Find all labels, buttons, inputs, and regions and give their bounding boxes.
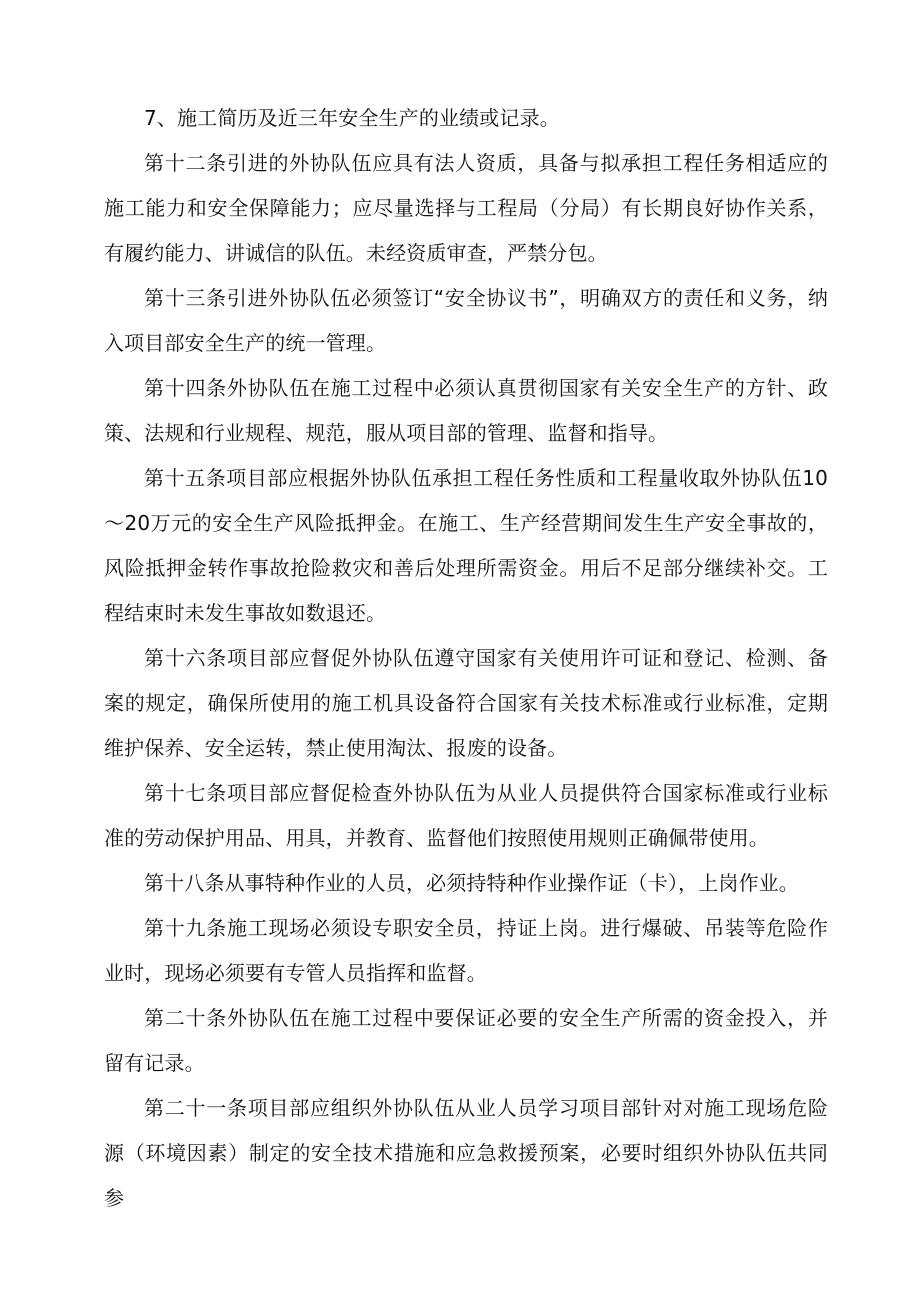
paragraph-article-17: 第十七条项目部应督促检查外协队伍为从业人员提供符合国家标准或行业标准的劳动保护用品、用具，并教育、监督他们按照使用规则正确佩带使用。	[104, 781, 828, 850]
paragraph-item-7: 7、施工简历及近三年安全生产的业绩或记录。	[144, 106, 560, 130]
paragraph-article-12: 第十二条引进的外协队伍应具有法人资质，具备与拟承担工程任务相适应的施工能力和安全保障能力；应尽量选择与工程局（分局）有长期良好协作关系，有履约能力、讲诚信的队伍。未经资质审查，严禁分包。	[104, 151, 828, 265]
paragraph-article-19: 第十九条施工现场必须设专职安全员，持证上岗。进行爆破、吊装等危险作业时，现场必须要有专管人员指挥和监督。	[104, 916, 828, 985]
paragraph-article-21: 第二十一条项目部应组织外协队伍从业人员学习项目部针对对施工现场危险源（环境因素）制定的安全技术措施和应急救援预案，必要时组织外协队伍共同参	[104, 1096, 828, 1210]
paragraph-article-18: 第十八条从事特种作业的人员，必须持特种作业操作证（卡），上岗作业。	[144, 871, 799, 895]
paragraph-article-20: 第二十条外协队伍在施工过程中要保证必要的安全生产所需的资金投入，并留有记录。	[104, 1006, 828, 1075]
paragraph-article-13: 第十三条引进外协队伍必须签订“安全协议书”，明确双方的责任和义务，纳入项目部安全生产的统一管理。	[104, 286, 828, 355]
paragraph-article-14: 第十四条外协队伍在施工过程中必须认真贯彻国家有关安全生产的方针、政策、法规和行业规程、规范，服从项目部的管理、监督和指导。	[104, 376, 828, 445]
paragraph-article-15: 第十五条项目部应根据外协队伍承担工程任务性质和工程量收取外协队伍10～20万元的安全生产风险抵押金。在施工、生产经营期间发生生产安全事故的，风险抵押金转作事故抢险救灾和善后处理所需资金。用后不足部分继续补交。工程结束时未发生事故如数退还。	[104, 466, 828, 625]
paragraph-article-16: 第十六条项目部应督促外协队伍遵守国家有关使用许可证和登记、检测、备案的规定，确保所使用的施工机具设备符合国家有关技术标准或行业标准，定期维护保养、安全运转，禁止使用淘汰、报废的设备。	[104, 646, 828, 760]
